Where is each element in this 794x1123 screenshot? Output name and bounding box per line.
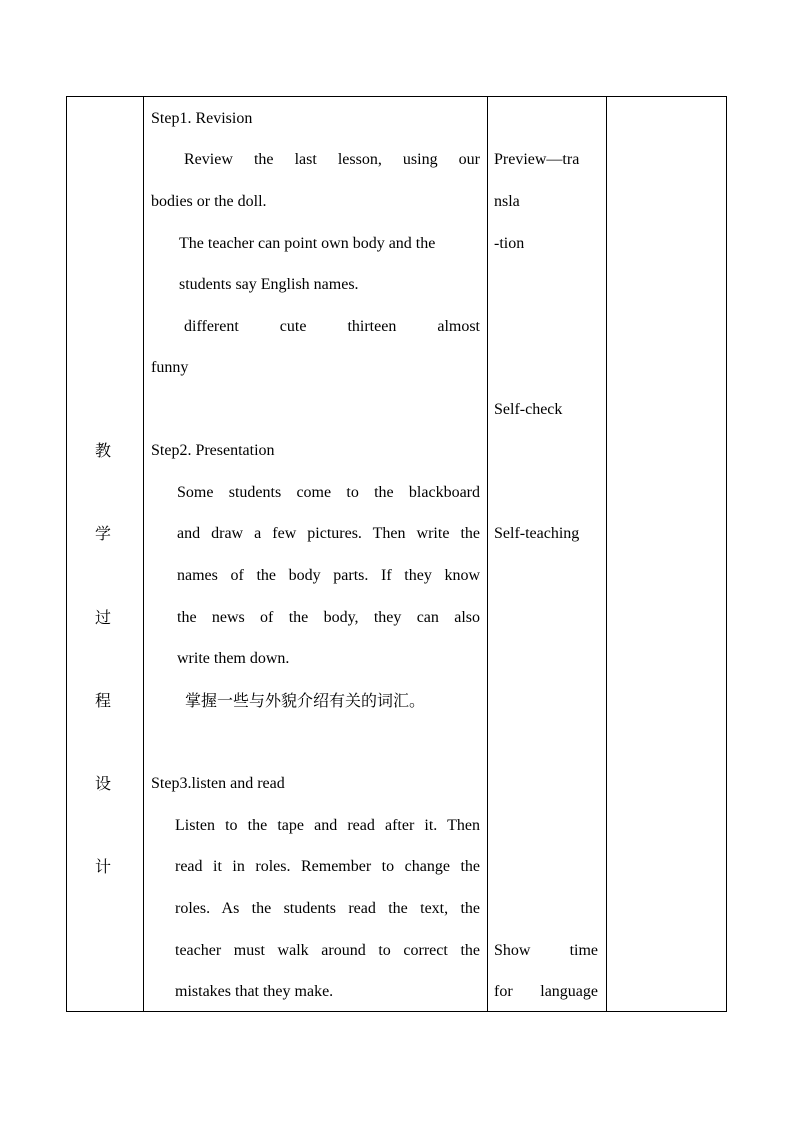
step2-text: Some students come to the blackboard [177, 484, 480, 501]
step2-text: names of the body parts. If they know [177, 567, 480, 584]
step1-text: The teacher can point own body and the [179, 235, 436, 252]
note-for-language: for language [494, 983, 598, 1000]
step1-title: Step1. Revision [151, 110, 253, 127]
step3-text: read it in roles. Remember to change the [175, 858, 480, 875]
side-label-char: 学 [95, 524, 112, 543]
step3-text: roles. As the students read the text, the [175, 900, 480, 917]
column-divider [143, 97, 144, 1011]
step3-text: mistakes that they make. [175, 983, 334, 1000]
step2-title: Step2. Presentation [151, 442, 275, 459]
side-label-char: 计 [95, 857, 112, 876]
step1-text: Review the last lesson, using our [184, 151, 480, 168]
side-label-char: 教 [95, 441, 112, 460]
note-self-teaching: Self-teaching [494, 525, 580, 542]
note-preview: nsla [494, 193, 520, 210]
step3-text: teacher must walk around to correct the [175, 942, 480, 959]
note-preview: Preview—tra [494, 151, 580, 168]
side-label-char: 程 [95, 691, 112, 710]
note-self-check: Self-check [494, 401, 563, 418]
side-label-char: 设 [95, 774, 112, 793]
note-preview: -tion [494, 235, 525, 252]
step3-text: Listen to the tape and read after it. Then [175, 817, 480, 834]
step2-chinese-note: 掌握一些与外貌介绍有关的词汇。 [185, 691, 426, 710]
side-label-char: 过 [95, 608, 112, 627]
step1-text: students say English names. [179, 276, 359, 293]
step2-text: write them down. [177, 650, 290, 667]
step3-title: Step3.listen and read [151, 775, 285, 792]
step1-vocabulary: different cute thirteen almost [184, 318, 480, 335]
step2-text: the news of the body, they can also [177, 609, 480, 626]
lesson-plan-table [66, 96, 727, 1012]
column-divider [606, 97, 607, 1011]
step1-text: bodies or the doll. [151, 193, 267, 210]
column-divider [487, 97, 488, 1011]
note-show-time: Show time [494, 942, 598, 959]
step1-vocabulary: funny [151, 359, 189, 376]
step2-text: and draw a few pictures. Then write the [177, 525, 480, 542]
